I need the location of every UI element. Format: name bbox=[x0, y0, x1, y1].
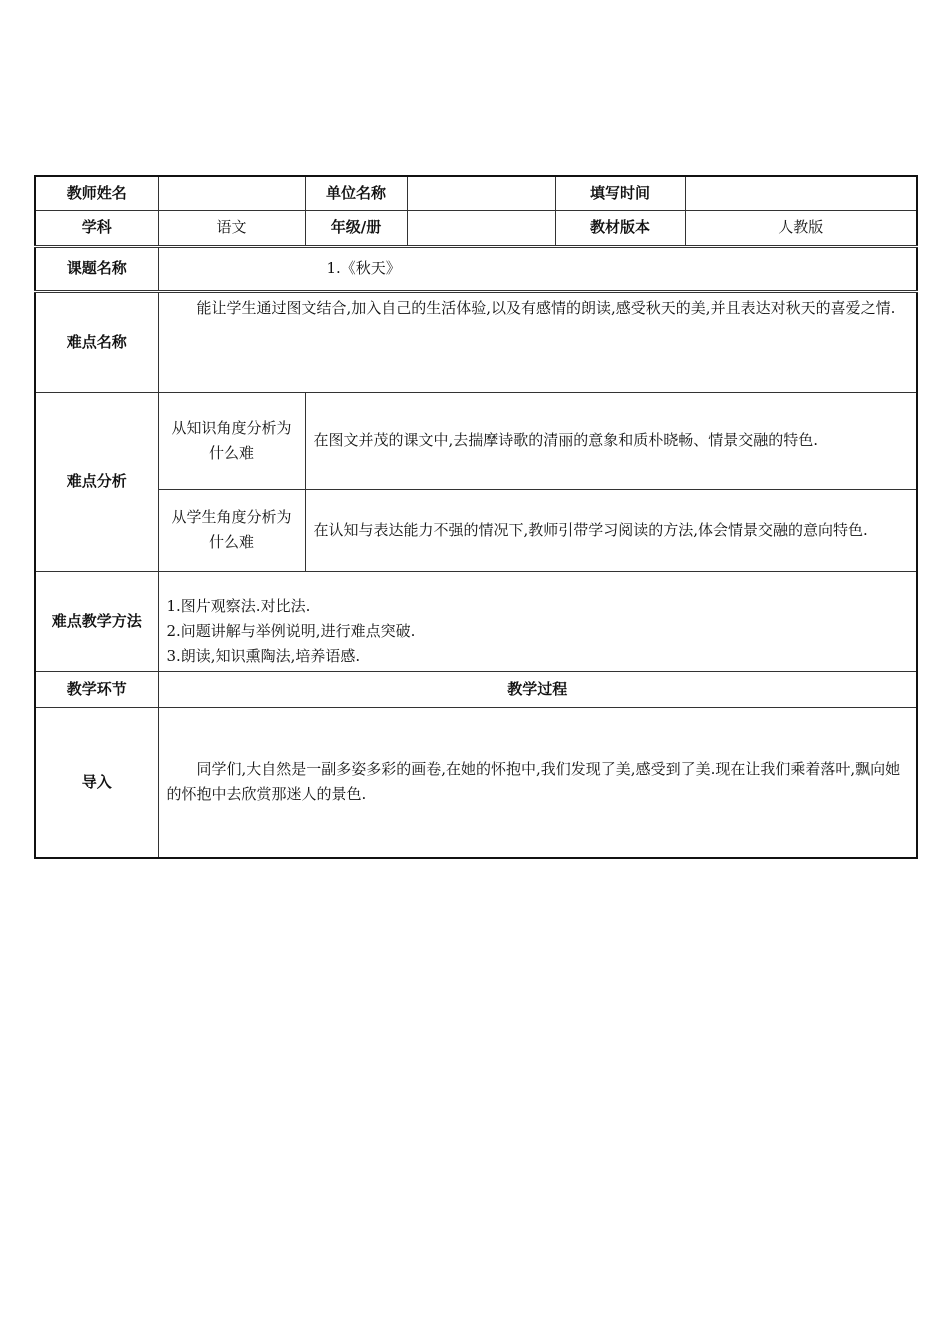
difficulty-text: 能让学生通过图文结合,加入自己的生活体验,以及有感情的朗读,感受秋天的美,并且表达对秋天的喜爱之情. bbox=[158, 291, 917, 392]
method-item: 1.图片观察法.对比法. bbox=[166, 596, 311, 615]
knowledge-angle-label: 从知识角度分析为什么难 bbox=[158, 392, 305, 489]
difficulty-label: 难点名称 bbox=[35, 291, 158, 392]
edition-value: 人教版 bbox=[685, 210, 917, 246]
fill-time-value bbox=[685, 176, 917, 210]
teaching-stage-header: 教学环节 bbox=[35, 671, 158, 707]
student-angle-text: 在认知与表达能力不强的情况下,教师引带学习阅读的方法,体会情景交融的意向特色. bbox=[305, 489, 917, 571]
grade-value bbox=[407, 210, 555, 246]
edition-label: 教材版本 bbox=[555, 210, 685, 246]
grade-label: 年级/册 bbox=[305, 210, 407, 246]
unit-name-label: 单位名称 bbox=[305, 176, 407, 210]
topic-value: 1.《秋天》 bbox=[158, 246, 917, 291]
knowledge-angle-text: 在图文并茂的课文中,去揣摩诗歌的清丽的意象和质朴晓畅、情景交融的特色. bbox=[305, 392, 917, 489]
lesson-plan-table bbox=[34, 175, 918, 859]
subject-label: 学科 bbox=[35, 210, 158, 246]
teacher-name-label: 教师姓名 bbox=[35, 176, 158, 210]
intro-text: 同学们,大自然是一副多姿多彩的画卷,在她的怀抱中,我们发现了美,感受到了美.现在让我们乘着落叶,飘向她的怀抱中去欣赏那迷人的景色. bbox=[158, 707, 917, 858]
fill-time-label: 填写时间 bbox=[555, 176, 685, 210]
student-angle-label: 从学生角度分析为什么难 bbox=[158, 489, 305, 571]
teaching-process-header: 教学过程 bbox=[158, 671, 917, 707]
unit-name-value bbox=[407, 176, 555, 210]
topic-label: 课题名称 bbox=[35, 246, 158, 291]
method-item: 3.朗读,知识熏陶法,培养语感. bbox=[166, 646, 361, 665]
method-list bbox=[158, 571, 917, 671]
method-item: 2.问题讲解与举例说明,进行难点突破. bbox=[166, 621, 416, 640]
intro-label: 导入 bbox=[35, 707, 158, 858]
analysis-label: 难点分析 bbox=[35, 392, 158, 571]
teacher-name-value bbox=[158, 176, 305, 210]
method-label: 难点教学方法 bbox=[35, 571, 158, 671]
subject-value: 语文 bbox=[158, 210, 305, 246]
